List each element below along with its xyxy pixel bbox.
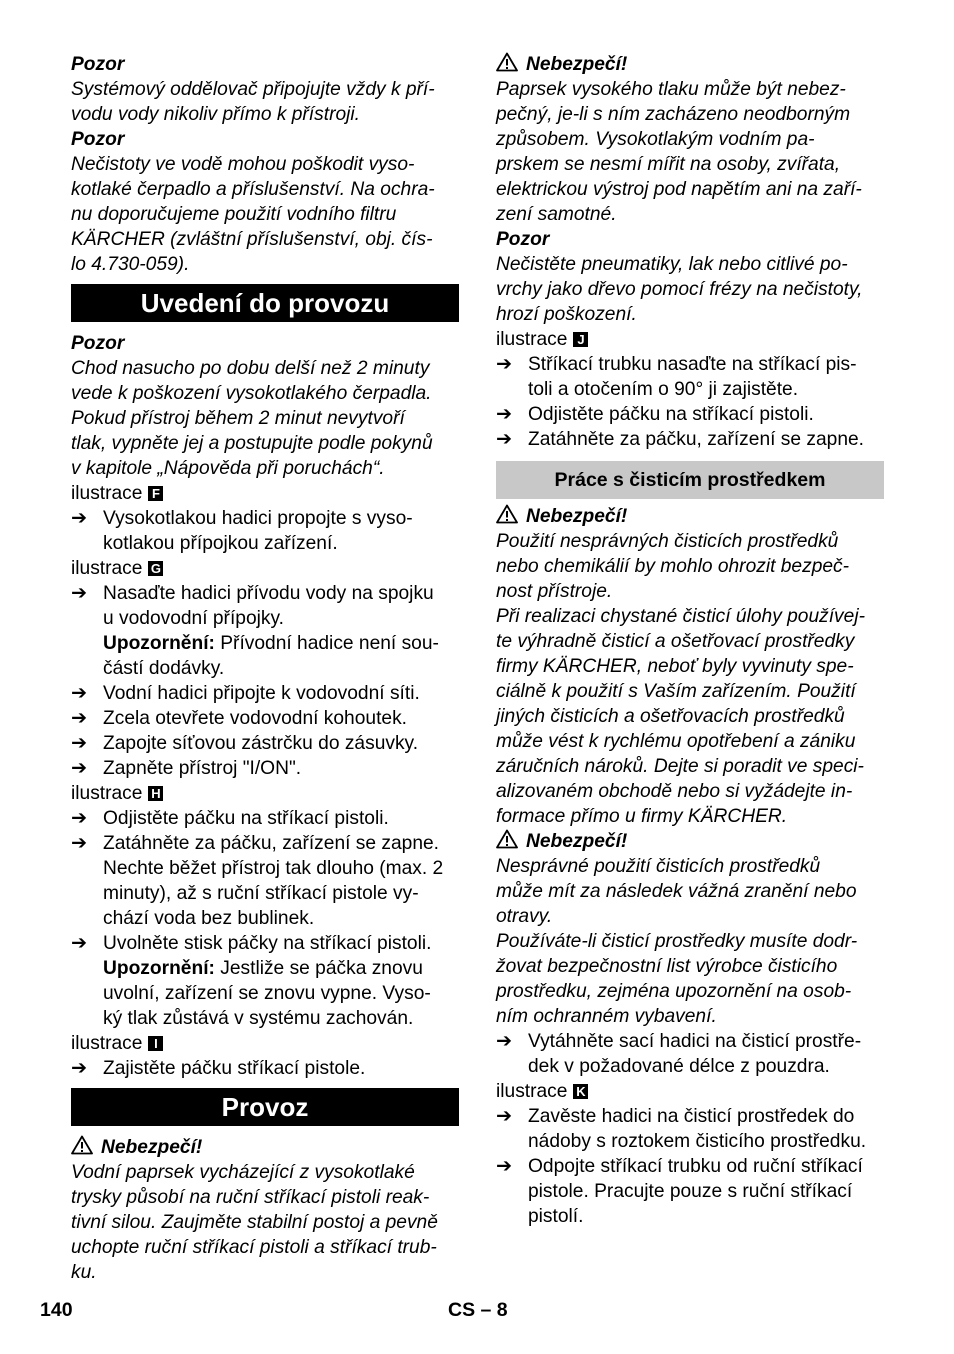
right-arrow-icon: ➔ <box>496 354 513 375</box>
step-text: nádoby s roztokem čisticího prostředku. <box>528 1131 867 1152</box>
text-line: způsobem. Vysokotlakým vodním pa- <box>496 129 815 150</box>
text-line: Nečistoty ve vodě mohou poškodit vyso- <box>71 154 415 175</box>
caution-block-2 <box>71 127 459 277</box>
step-item <box>71 931 459 1031</box>
step-text: Odpojte stříkací trubku od ruční stříkací <box>528 1156 863 1177</box>
step-text: kotlakou přípojkou zařízení. <box>103 533 338 554</box>
step-item <box>71 831 459 931</box>
right-arrow-icon: ➔ <box>71 683 88 704</box>
text-line: zení samotné. <box>496 204 617 225</box>
right-arrow-icon: ➔ <box>71 583 88 604</box>
warning-triangle-icon <box>496 52 518 72</box>
text-line: otravy. <box>496 906 553 927</box>
danger-title-line <box>71 1135 459 1160</box>
illustration-ref-i <box>71 1031 459 1056</box>
text-line: formace přímo u firmy KÄRCHER. <box>496 806 788 827</box>
text-line: trysky působí na ruční stříkací pistoli reak- <box>71 1187 430 1208</box>
note-text: Přívodní hadice není sou- <box>214 633 439 654</box>
text-line: záručních nároků. Dejte si poradit ve speci- <box>496 756 864 777</box>
note-text: Jestliže se páčka znovu <box>214 958 423 979</box>
section-page-label: CS – 8 <box>448 1299 508 1321</box>
note-line <box>103 631 459 656</box>
step-text: Zavěste hadici na čisticí prostředek do <box>528 1106 855 1127</box>
illustration-label: ilustrace <box>496 329 568 350</box>
step-text: Zajistěte páčku stříkací pistole. <box>103 1058 366 1079</box>
right-arrow-icon: ➔ <box>71 933 88 954</box>
text-line: prskem se nesmí mířit na osoby, zvířata, <box>496 154 841 175</box>
figure-badge: H <box>148 786 163 801</box>
illustration-ref-f <box>71 481 459 506</box>
right-arrow-icon: ➔ <box>496 429 513 450</box>
page-number: 140 <box>40 1299 73 1321</box>
step-item <box>496 1154 884 1229</box>
text-line: prostředku, zejména upozornění na osob- <box>496 981 852 1002</box>
step-text: Zapojte síťovou zástrčku do zásuvky. <box>103 733 419 754</box>
danger-title-line <box>496 504 884 529</box>
caution-title: Pozor <box>71 333 125 354</box>
text-line: te výhradně čisticí a ošetřovací prostředky <box>496 631 855 652</box>
figure-badge: K <box>573 1084 588 1099</box>
step-item <box>496 402 884 427</box>
danger-block-1 <box>71 1135 459 1285</box>
text-line: vede k poškození vysokotlakého čerpadla. <box>71 383 432 404</box>
step-text: Vysokotlakou hadici propojte s vyso- <box>103 508 413 529</box>
text-line: firmy KÄRCHER, neboť byly vyvinuty spe- <box>496 656 854 677</box>
text-line: lo 4.730-059). <box>71 254 190 275</box>
section-heading-provoz: Provoz <box>71 1088 459 1126</box>
text-line: žovat bezpečnostní list výrobce čisticího <box>496 956 838 977</box>
right-arrow-icon: ➔ <box>71 808 88 829</box>
danger-title: Nebezpečí! <box>101 1137 203 1158</box>
danger-block-4 <box>496 829 884 1029</box>
step-item <box>496 1104 884 1154</box>
text-line: ciálně k použití s Vaším zařízením. Použití <box>496 681 856 702</box>
step-text: Nechte běžet přístroj tak dlouho (max. 2 <box>103 858 444 879</box>
figure-badge: F <box>148 486 163 501</box>
section-heading-uvedeni: Uvedení do provozu <box>71 284 459 322</box>
right-arrow-icon: ➔ <box>71 833 88 854</box>
step-text: Zapněte přístroj "I/ON". <box>103 758 302 779</box>
text-line: Při realizaci chystané čisticí úlohy používej- <box>496 606 865 627</box>
text-line: Vodní paprsek vycházející z vysokotlaké <box>71 1162 415 1183</box>
step-item <box>496 427 884 452</box>
text-line: pečný, je-li s ním zacházeno neodborným <box>496 104 851 125</box>
step-text: Uvolněte stisk páčky na stříkací pistoli. <box>103 933 432 954</box>
figure-badge: I <box>148 1036 163 1051</box>
caution-title: Pozor <box>496 229 550 250</box>
text-line: Nečistěte pneumatiky, lak nebo citlivé po- <box>496 254 848 275</box>
step-text: Zatáhněte za páčku, zařízení se zapne. <box>103 833 439 854</box>
illustration-label: ilustrace <box>71 783 143 804</box>
right-arrow-icon: ➔ <box>71 758 88 779</box>
text-line: Pokud přístroj během 2 minut nevytvoří <box>71 408 405 429</box>
step-text: Vodní hadici připojte k vodovodní síti. <box>103 683 420 704</box>
left-column <box>71 52 459 1285</box>
text-line: ním ochranném vybavení. <box>496 1006 717 1027</box>
text-line: Systémový oddělovač připojujte vždy k pří- <box>71 79 435 100</box>
text-line: kotlaké čerpadlo a příslušenství. Na ochra- <box>71 179 435 200</box>
danger-title-line <box>496 829 884 854</box>
danger-title: Nebezpečí! <box>526 506 628 527</box>
text-line: jiných čisticích a ošetřovacích prostředků <box>496 706 845 727</box>
step-item <box>71 806 459 831</box>
step-item <box>496 1029 884 1079</box>
text-line: Paprsek vysokého tlaku může být nebez- <box>496 79 846 100</box>
step-text: Zatáhněte za páčku, zařízení se zapne. <box>528 429 864 450</box>
text-line: v kapitole „Nápověda při poruchách“. <box>71 458 385 479</box>
illustration-ref-j <box>496 327 884 352</box>
note-line <box>103 956 459 981</box>
illustration-ref-k <box>496 1079 884 1104</box>
right-column <box>496 52 884 1229</box>
note-label: Upozornění: <box>103 958 215 979</box>
figure-badge: J <box>573 332 588 347</box>
step-text: pistole. Pracujte pouze s ruční stříkací <box>528 1181 853 1202</box>
illustration-ref-h <box>71 781 459 806</box>
text-line: elektrickou výstroj pod napětím ani na zaří- <box>496 179 862 200</box>
danger-block-3 <box>496 504 884 829</box>
danger-title: Nebezpečí! <box>526 831 628 852</box>
text-line: tivní silou. Zaujměte stabilní postoj a pevně <box>71 1212 438 1233</box>
step-text: chází voda bez bublinek. <box>103 908 315 929</box>
caution-block-3 <box>71 331 459 481</box>
step-item <box>71 581 459 681</box>
text-line: hrozí poškození. <box>496 304 637 325</box>
step-text: u vodovodní přípojky. <box>103 608 284 629</box>
caution-title: Pozor <box>71 129 125 150</box>
text-line: alizovaném obchodě nebo si vyžádejte in- <box>496 781 853 802</box>
text-line: Nesprávné použití čisticích prostředků <box>496 856 821 877</box>
illustration-label: ilustrace <box>496 1081 568 1102</box>
step-item <box>71 706 459 731</box>
right-arrow-icon: ➔ <box>496 1031 513 1052</box>
step-text: dek v požadované délce z pouzdra. <box>528 1056 830 1077</box>
caution-title: Pozor <box>71 54 125 75</box>
danger-title-line <box>496 52 884 77</box>
illustration-ref-g <box>71 556 459 581</box>
text-line: vrchy jako dřevo pomocí frézy na nečistoty, <box>496 279 863 300</box>
right-arrow-icon: ➔ <box>496 1156 513 1177</box>
step-text: Zcela otevřete vodovodní kohoutek. <box>103 708 407 729</box>
step-text: Nasaďte hadici přívodu vody na spojku <box>103 583 434 604</box>
step-item <box>496 352 884 402</box>
illustration-label: ilustrace <box>71 558 143 579</box>
step-item <box>71 756 459 781</box>
text-line: nu doporučujeme použití vodního filtru <box>71 204 397 225</box>
step-item <box>71 731 459 756</box>
note-text: ký tlak zůstává v systému zachován. <box>103 1008 414 1029</box>
note-text: uvolní, zařízení se znovu vypne. Vyso- <box>103 983 431 1004</box>
step-text: Odjistěte páčku na stříkací pistoli. <box>528 404 814 425</box>
note-label: Upozornění: <box>103 633 215 654</box>
illustration-label: ilustrace <box>71 483 143 504</box>
step-text: toli a otočením o 90° ji zajistěte. <box>528 379 799 400</box>
warning-triangle-icon <box>496 504 518 524</box>
caution-block-1 <box>71 52 459 127</box>
step-item <box>71 1056 459 1081</box>
text-line: vodu vody nikoliv přímo k přístroji. <box>71 104 360 125</box>
right-arrow-icon: ➔ <box>496 404 513 425</box>
figure-badge: G <box>148 561 163 576</box>
step-text: pistolí. <box>528 1206 584 1227</box>
text-line: KÄRCHER (zvláštní příslušenství, obj. čís- <box>71 229 433 250</box>
text-line: uchopte ruční stříkací pistoli a stříkací trub- <box>71 1237 437 1258</box>
text-line: může vést k rychlému opotřebení a zániku <box>496 731 856 752</box>
right-arrow-icon: ➔ <box>71 733 88 754</box>
text-line: Používáte-li čisticí prostředky musíte dodr- <box>496 931 858 952</box>
step-item <box>71 681 459 706</box>
danger-block-2 <box>496 52 884 227</box>
danger-title: Nebezpečí! <box>526 54 628 75</box>
text-line: ku. <box>71 1262 97 1283</box>
text-line: tlak, vypněte jej a postupujte podle pokynů <box>71 433 433 454</box>
illustration-label: ilustrace <box>71 1033 143 1054</box>
step-text: Vytáhněte sací hadici na čisticí prostře- <box>528 1031 862 1052</box>
warning-triangle-icon <box>71 1135 93 1155</box>
note-text: částí dodávky. <box>103 658 225 679</box>
step-item <box>71 506 459 556</box>
text-line: nost přístroje. <box>496 581 613 602</box>
text-line: nebo chemikálií by mohlo ohrozit bezpeč- <box>496 556 850 577</box>
text-line: Použití nesprávných čisticích prostředků <box>496 531 839 552</box>
right-arrow-icon: ➔ <box>496 1106 513 1127</box>
right-arrow-icon: ➔ <box>71 508 88 529</box>
right-arrow-icon: ➔ <box>71 708 88 729</box>
section-heading-prace: Práce s čisticím prostředkem <box>496 461 884 499</box>
step-text: Stříkací trubku nasaďte na stříkací pis- <box>528 354 857 375</box>
text-line: může mít za následek vážná zranění nebo <box>496 881 857 902</box>
warning-triangle-icon <box>496 829 518 849</box>
step-text: Odjistěte páčku na stříkací pistoli. <box>103 808 389 829</box>
step-text: minuty), až s ruční stříkací pistole vy- <box>103 883 419 904</box>
caution-block-4 <box>496 227 884 327</box>
text-line: Chod nasucho po dobu delší než 2 minuty <box>71 358 430 379</box>
right-arrow-icon: ➔ <box>71 1058 88 1079</box>
